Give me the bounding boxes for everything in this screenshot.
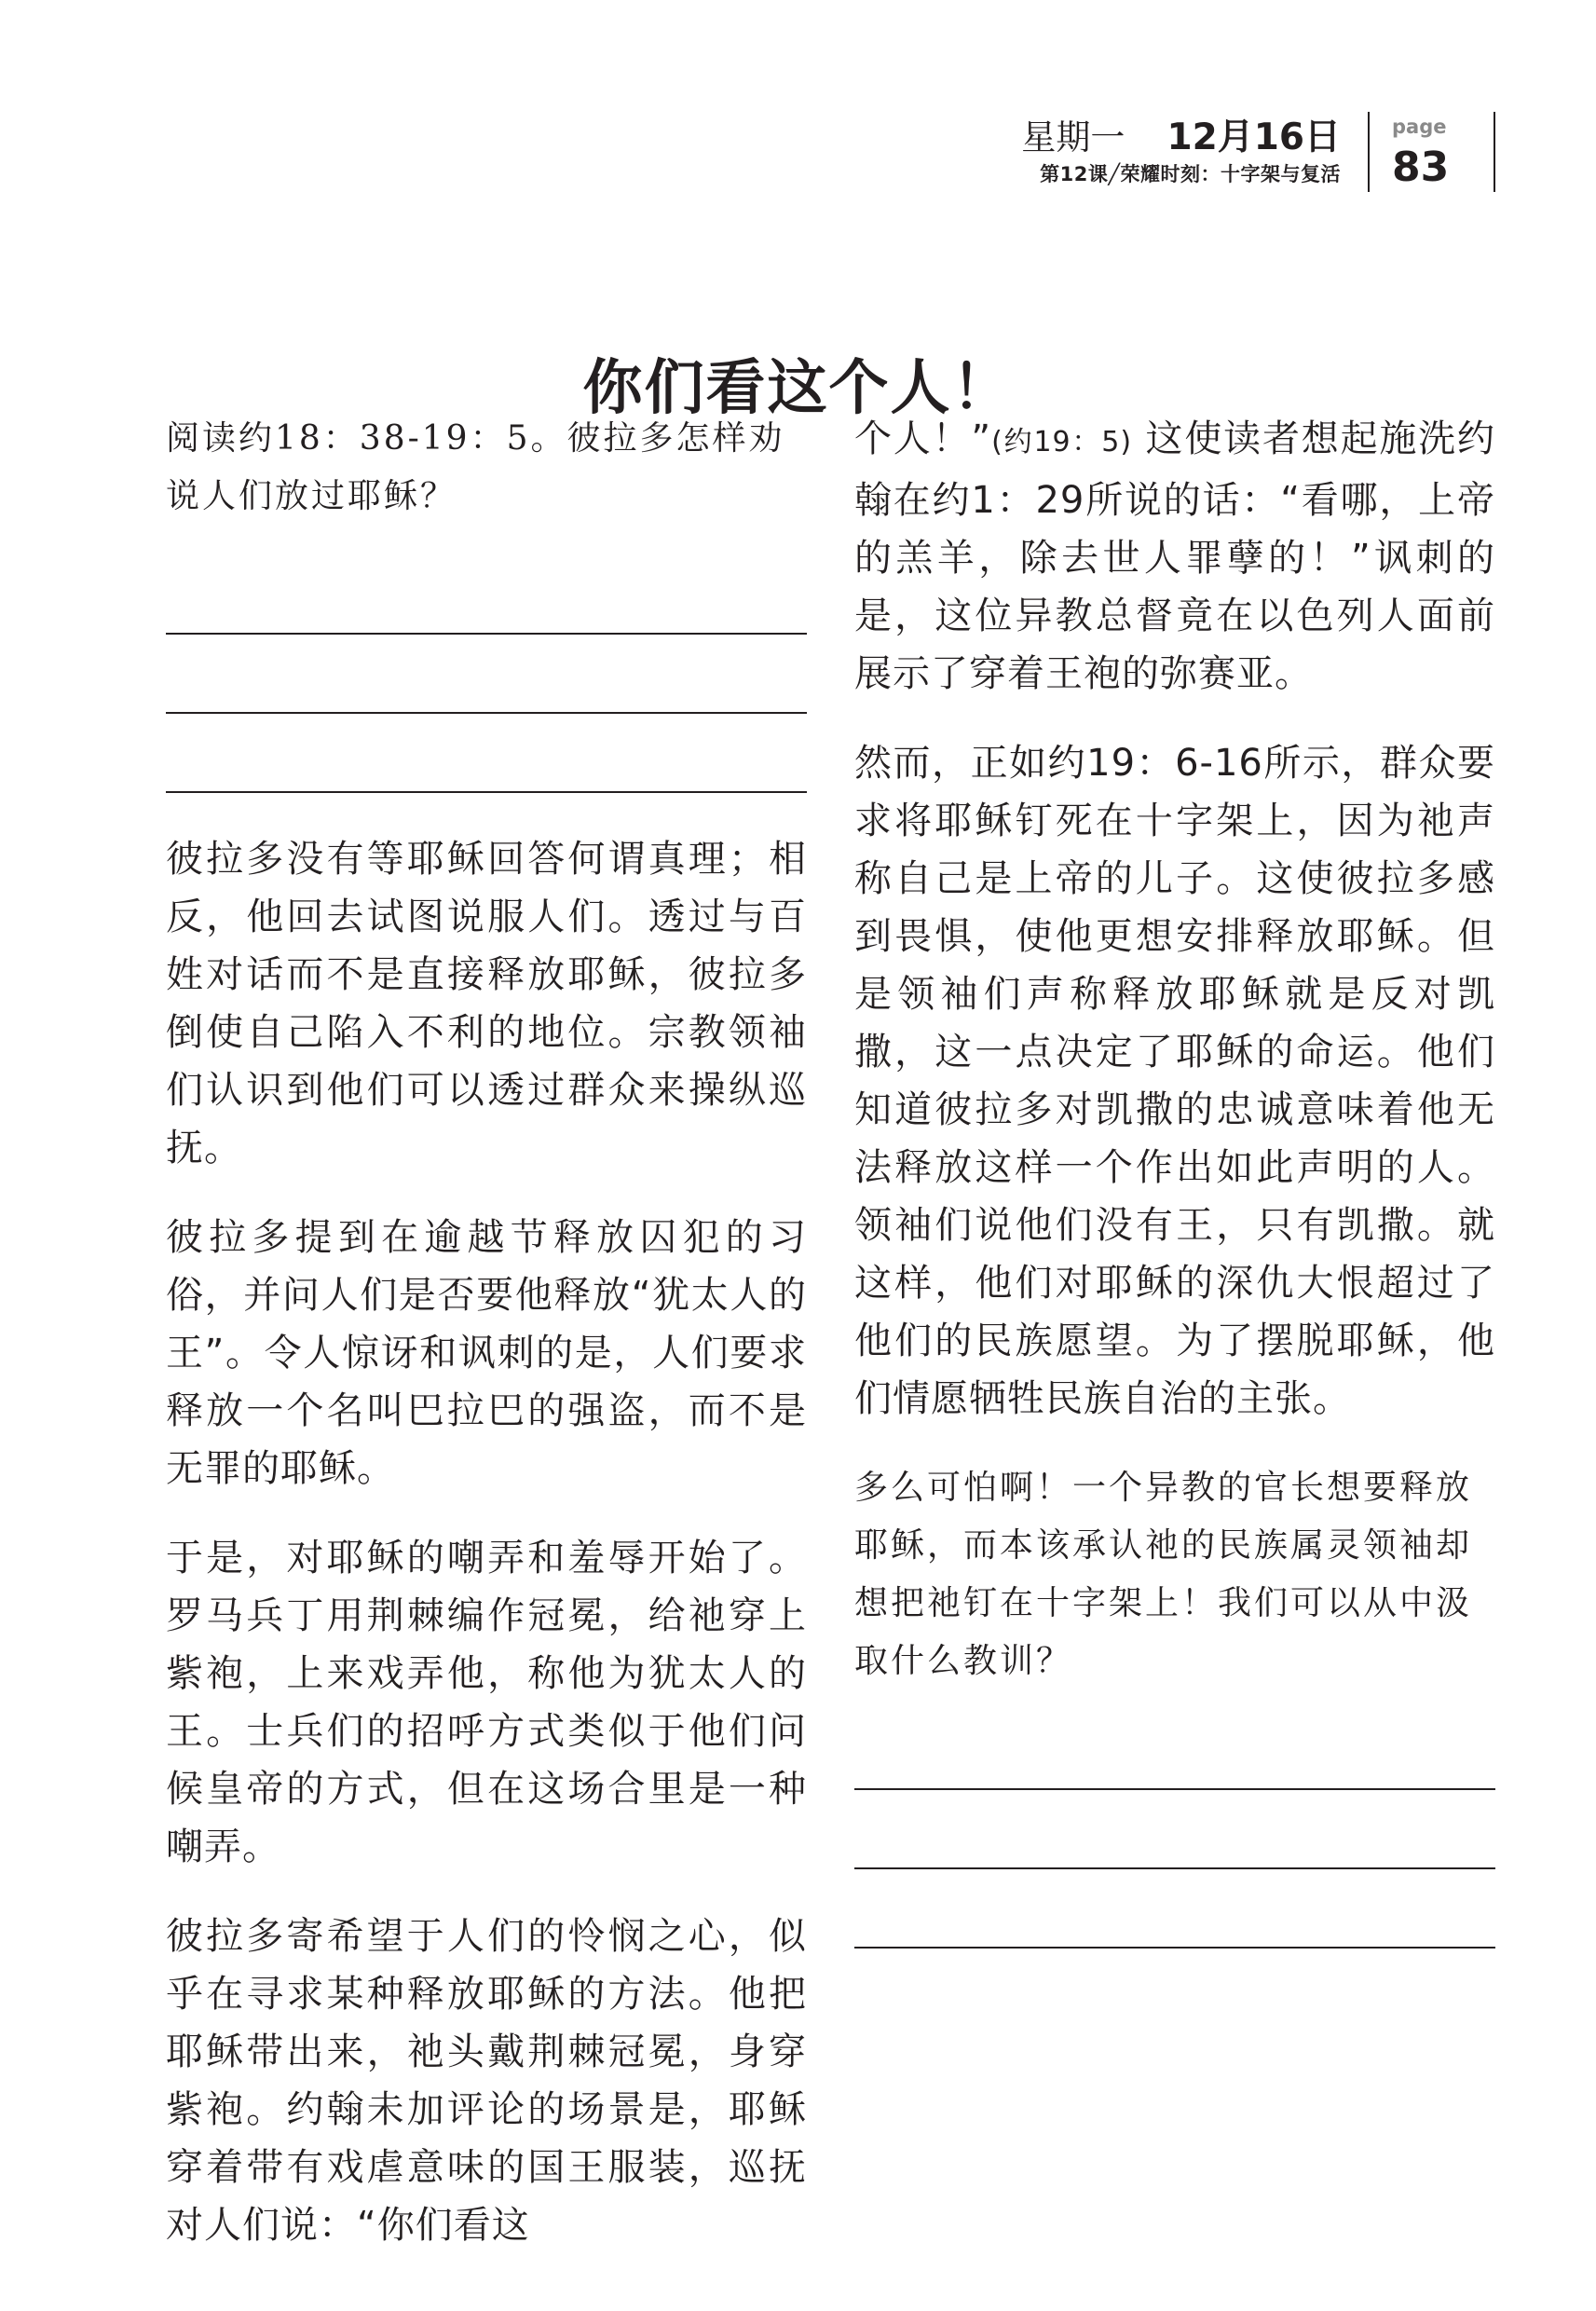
paragraph-rest: 这使读者想起施洗约翰在约1：29所说的话：“看哪，上帝的羔羊，除去世人罪孽的！”讽刺的是，这位异教总督竟在以色列人面前展示了穿着王袍的弥赛亚。 xyxy=(854,417,1495,695)
right-column xyxy=(854,410,1495,1986)
answer-line[interactable] xyxy=(854,1790,1495,1869)
paragraph: 彼拉多没有等耶稣回答何谓真理；相反，他回去试图说服人们。透过与百姓对话而不是直接释放耶稣，彼拉多倒使自己陷入不利的地位。宗教领袖们认识到他们可以透过群众来操纵巡抚。 xyxy=(166,838,807,1169)
header-lesson: 第12课╱荣耀时刻：十字架与复活 xyxy=(1040,163,1341,185)
header-divider xyxy=(1368,112,1370,192)
answer-line[interactable] xyxy=(166,714,807,793)
header-day: 星期一 xyxy=(1021,117,1125,157)
study-question-1: 阅读约18：38-19：5。彼拉多怎样劝说人们放过耶稣？ xyxy=(166,419,785,515)
paragraph-start: 个人！” xyxy=(854,417,992,460)
answer-line[interactable] xyxy=(854,1869,1495,1949)
paragraph: 彼拉多提到在逾越节释放囚犯的习俗，并问人们是否要他释放“犹太人的王”。令人惊讶和讽刺的是，人们要求释放一个名叫巴拉巴的强盗，而不是无罪的耶稣。 xyxy=(166,1216,807,1490)
paragraph: 于是，对耶稣的嘲弄和羞辱开始了。罗马兵丁用荆棘编作冠冕，给祂穿上紫袍，上来戏弄他，称他为犹太人的王。士兵们的招呼方式类似于他们问候皇帝的方式，但在这场合里是一种嘲弄。 xyxy=(166,1537,807,1868)
paragraph xyxy=(854,410,1495,703)
paragraph: 彼拉多寄希望于人们的怜悯之心，似乎在寻求某种释放耶稣的方法。他把耶稣带出来，祂头戴荆棘冠冕，身穿紫袍。约翰未加评论的场景是，耶稣穿着带有戏虐意味的国王服装，巡抚对人们说：“你们看这 xyxy=(166,1915,807,2247)
header-date-block xyxy=(1021,117,1341,186)
paragraph: 然而，正如约19：6-16所示，群众要求将耶稣钉死在十字架上，因为祂声称自己是上帝的儿子。这使彼拉多感到畏惧，使他更想安排释放耶稣。但是领袖们声称释放耶稣就是反对凯撒，这一点决定了耶稣的命运。他们知道彼拉多对凯撒的忠诚意味着他无法释放这样一个作出如此声明的人。领袖们说他们没有王，只有凯撒。就这样，他们对耶稣的深仇大恨超过了他们的民族愿望。为了摆脱耶稣，他们情愿牺牲民族自治的主张。 xyxy=(854,742,1495,1420)
answer-line[interactable] xyxy=(166,554,807,635)
answer-lines-2[interactable] xyxy=(854,1709,1495,1949)
header-divider-right xyxy=(1494,112,1495,192)
page-label: page xyxy=(1392,116,1447,138)
left-column xyxy=(166,410,807,2286)
answer-line[interactable] xyxy=(854,1709,1495,1790)
scripture-reference: (约19：5) xyxy=(991,426,1133,458)
page-number: 83 xyxy=(1392,144,1450,191)
page-header xyxy=(0,112,1596,205)
page-title: 你们看这个人！ xyxy=(582,352,1014,423)
answer-lines-1[interactable] xyxy=(166,554,807,793)
answer-line[interactable] xyxy=(166,635,807,714)
study-question-2: 多么可怕啊！一个异教的官长想要释放耶稣，而本该承认祂的民族属灵领袖却想把祂钉在十字架上！我们可以从中汲取什么教训？ xyxy=(854,1469,1473,1680)
header-date: 12月16日 xyxy=(1166,116,1341,158)
